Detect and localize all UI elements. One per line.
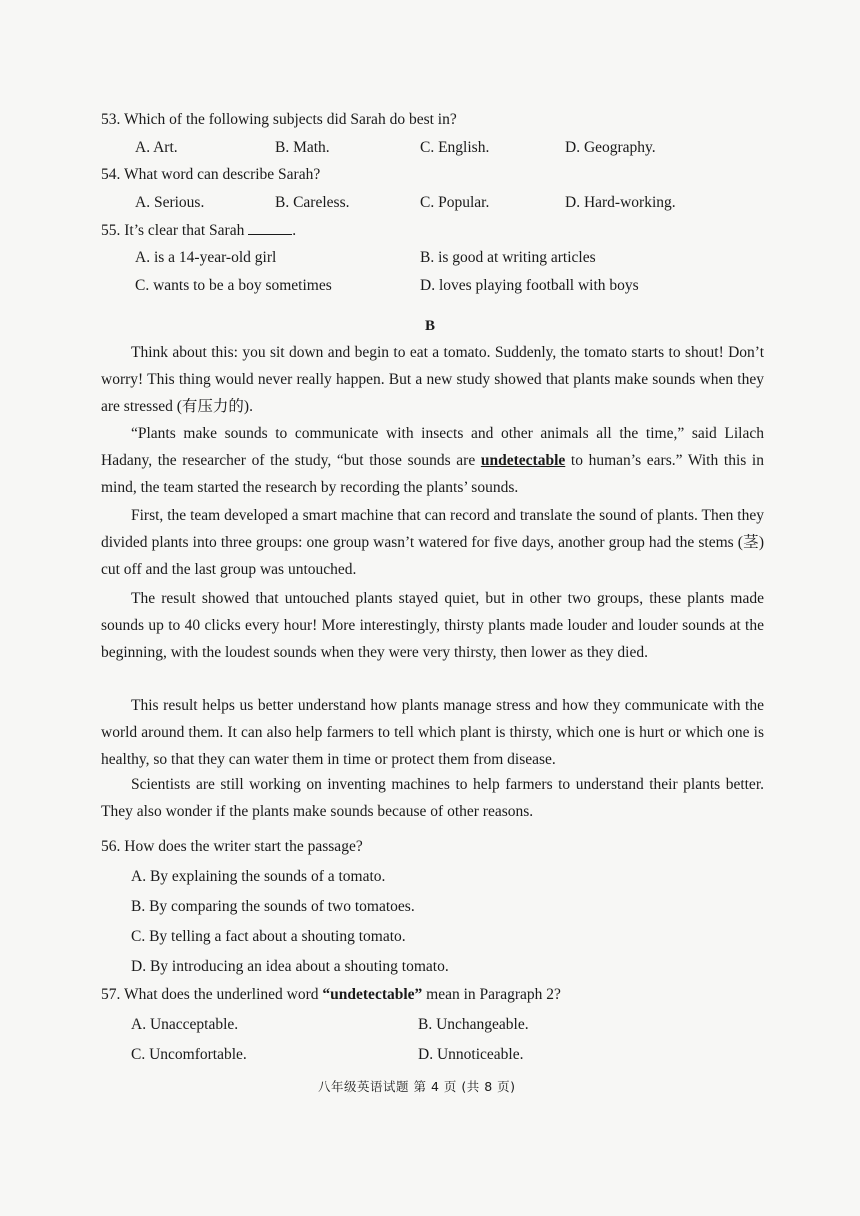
- q57-option-c: C. Uncomfortable.: [131, 1046, 247, 1063]
- q54-option-b: B. Careless.: [275, 194, 350, 211]
- q57-option-d: D. Unnoticeable.: [418, 1046, 524, 1063]
- q55-stem-prefix: 55. It’s clear that Sarah: [101, 222, 245, 239]
- paragraph-2-text-a: “Plants make sounds to communicate with insects and other animals all the time,” said Lilach Hadany, the researcher of the study, “but those sounds are: [101, 425, 764, 469]
- q55-option-a: A. is a 14-year-old girl: [135, 249, 277, 266]
- q53-option-d: D. Geography.: [565, 139, 656, 156]
- passage-paragraph-6: [101, 771, 764, 825]
- answer-blank: [248, 221, 292, 235]
- q55-option-b: B. is good at writing articles: [420, 249, 596, 266]
- section-heading: B: [425, 318, 436, 334]
- paragraph-5-text: This result helps us better understand how plants manage stress and how they communicate with the world around them. It can also help farmers to tell which plant is thirsty, which one is hurt or which one is healthy, so that they can water them in time or protect them from disease.: [101, 697, 764, 768]
- paragraph-2-text-b: to human’s ears.” With this in mind, the team started the research by recording the plants’ sounds.: [101, 452, 764, 496]
- paragraph-3-text: First, the team developed a smart machine that can record and translate the sound of plants. Then they divided plants into three groups: one group wasn’t watered for five days, another group had the stems (茎) cut off and the last group was untouched.: [101, 507, 764, 578]
- question-54-stem: 54. What word can describe Sarah?: [101, 166, 321, 183]
- q53-option-b: B. Math.: [275, 139, 330, 156]
- q56-option-a: A. By explaining the sounds of a tomato.: [131, 868, 386, 885]
- question-57-stem: [101, 986, 561, 1004]
- passage-paragraph-5: [101, 692, 764, 773]
- passage-paragraph-4: [101, 585, 764, 666]
- q56-option-d: D. By introducing an idea about a shouting tomato.: [131, 958, 449, 975]
- q55-stem-suffix: .: [292, 222, 297, 239]
- q57-option-b: B. Unchangeable.: [418, 1016, 529, 1033]
- q57-stem-b: mean in Paragraph 2?: [422, 986, 561, 1003]
- question-56-stem: 56. How does the writer start the passage?: [101, 838, 363, 855]
- q55-option-d: D. loves playing football with boys: [420, 277, 639, 294]
- paragraph-4-text: The result showed that untouched plants stayed quiet, but in other two groups, these plants made sounds up to 40 clicks every hour! More interestingly, thirsty plants made louder and louder sounds at the beginning, with the loudest sounds when they were very thirsty, then lower as they died.: [101, 590, 764, 661]
- q57-stem-a: 57. What does the underlined word: [101, 986, 323, 1003]
- q56-option-c: C. By telling a fact about a shouting tomato.: [131, 928, 406, 945]
- paragraph-6-text: Scientists are still working on inventing machines to help farmers to understand their plants better. They also wonder if the plants make sounds because of other reasons.: [101, 776, 764, 820]
- q54-option-a: A. Serious.: [135, 194, 205, 211]
- q55-option-c: C. wants to be a boy sometimes: [135, 277, 332, 294]
- question-55-stem: [101, 221, 296, 240]
- q53-option-c: C. English.: [420, 139, 490, 156]
- underlined-word: undetectable: [480, 452, 566, 469]
- q54-option-d: D. Hard-working.: [565, 194, 676, 211]
- q57-option-a: A. Unacceptable.: [131, 1016, 239, 1033]
- passage-paragraph-2: [101, 420, 764, 501]
- q54-option-c: C. Popular.: [420, 194, 490, 211]
- q56-option-b: B. By comparing the sounds of two tomatoes.: [131, 898, 415, 915]
- passage-paragraph-3: [101, 502, 764, 583]
- question-53-stem: 53. Which of the following subjects did Sarah do best in?: [101, 111, 457, 128]
- page-footer: 八年级英语试题 第 4 页 (共 8 页): [318, 1079, 516, 1094]
- q53-option-a: A. Art.: [135, 139, 178, 156]
- passage-paragraph-1: [101, 339, 764, 420]
- q57-stem-word: “undetectable”: [322, 986, 423, 1003]
- paragraph-1-text: Think about this: you sit down and begin to eat a tomato. Suddenly, the tomato starts to shout! Don’t worry! This thing would never really happen. But a new study showed that plants make sounds when they are stressed (有压力的).: [101, 344, 764, 415]
